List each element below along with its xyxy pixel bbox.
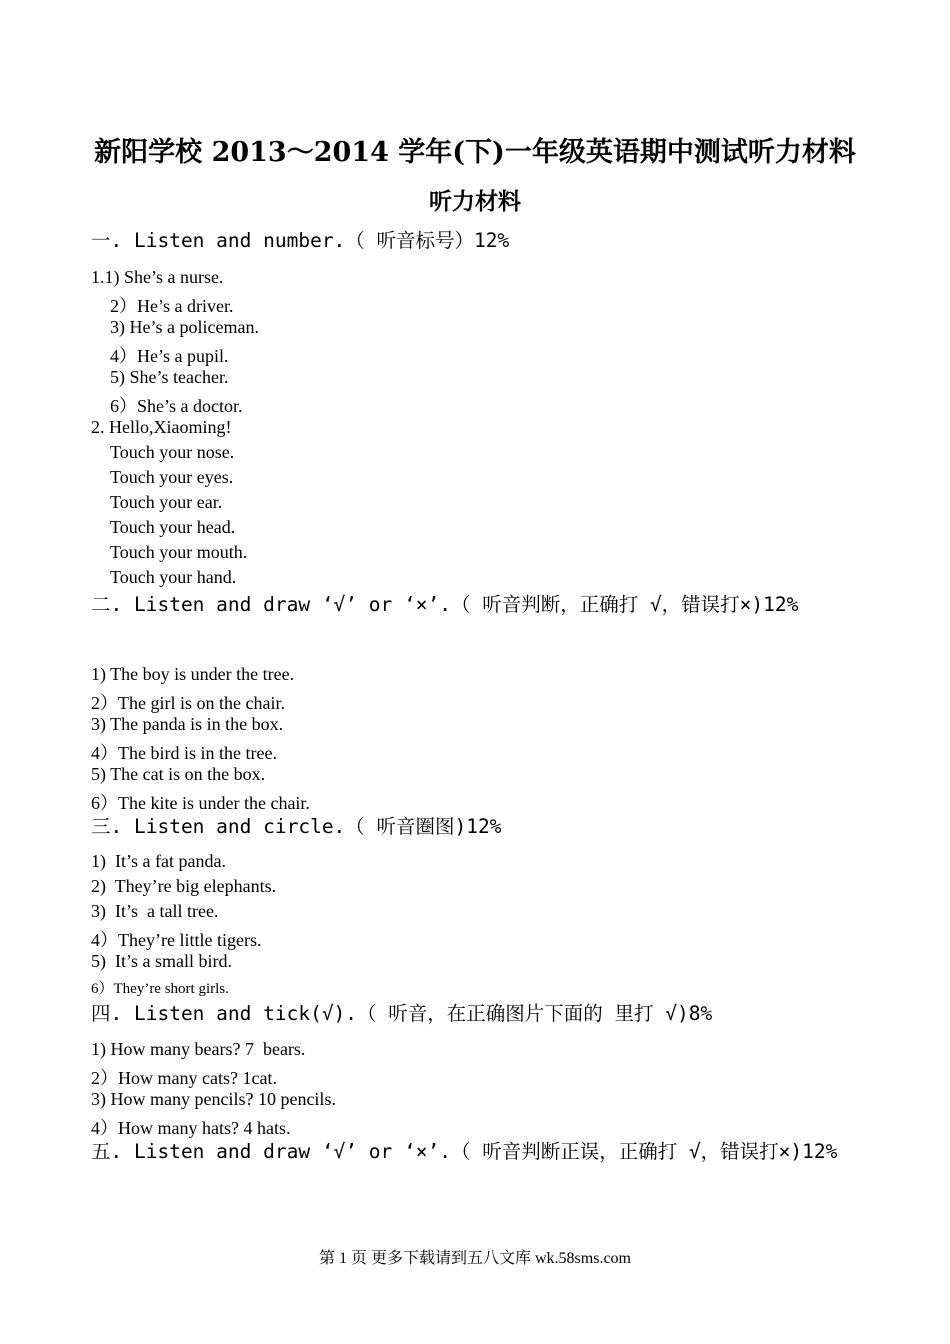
section-1-item: 2）He’s a driver.: [110, 296, 234, 316]
page-footer: 第 1 页 更多下载请到五八文库 wk.58sms.com: [318, 1250, 631, 1267]
section-4-item: 2）How many cats? 1cat.: [91, 1068, 277, 1088]
section-2-item: 6）The kite is under the chair.: [91, 793, 310, 813]
section-3-heading: 三. Listen and circle.（ 听音圈图)12%: [91, 815, 502, 838]
section-5-heading: 五. Listen and draw ‘√’ or ‘×’.（ 听音判断正误，正确打 √，错误打×)12%: [91, 1140, 838, 1163]
document-subtitle: 听力材料: [429, 189, 521, 215]
section-1-item: 4）He’s a pupil.: [110, 346, 229, 366]
section-2-item: 3) The panda is in the box.: [91, 714, 284, 734]
section-3-item: 6）They’re short girls.: [91, 981, 229, 997]
section-1-item: Touch your ear.: [110, 492, 223, 512]
section-4-heading: 四. Listen and tick(√).（ 听音，在正确图片下面的 里打 √)8%: [91, 1002, 713, 1025]
section-1-item: Touch your hand.: [110, 567, 237, 587]
section-4-item: 4）How many hats? 4 hats.: [91, 1118, 291, 1138]
section-1-item: 2. Hello,Xiaoming!: [91, 417, 232, 437]
section-4-item: 1) How many bears? 7 bears.: [91, 1039, 306, 1059]
section-1-heading: 一. Listen and number.（ 听音标号）12%: [91, 229, 510, 252]
section-1-item: 5) She’s teacher.: [110, 367, 229, 387]
section-3-item: 3) It’s a tall tree.: [91, 901, 219, 921]
section-2-item: 1) The boy is under the tree.: [91, 664, 295, 684]
section-1-item: Touch your mouth.: [110, 542, 248, 562]
section-2-item: 5) The cat is on the box.: [91, 764, 266, 784]
section-3-item: 5) It’s a small bird.: [91, 951, 232, 971]
section-3-item: 4）They’re little tigers.: [91, 930, 262, 950]
section-1-item: Touch your eyes.: [110, 467, 234, 487]
section-1-item: 1.1) She’s a nurse.: [91, 267, 224, 287]
section-2-item: 4）The bird is in the tree.: [91, 743, 277, 763]
section-1-item: Touch your nose.: [110, 442, 235, 462]
section-1-item: 6）She’s a doctor.: [110, 396, 243, 416]
document-title: 新阳学校 2013～2014 学年(下)一年级英语期中测试听力材料: [94, 137, 856, 168]
section-3-item: 1) It’s a fat panda.: [91, 851, 226, 871]
section-2-heading: 二. Listen and draw ‘√’ or ‘×’.（ 听音判断，正确打 √，错误打×)12%: [91, 593, 799, 616]
section-3-item: 2) They’re big elephants.: [91, 876, 277, 896]
section-1-item: Touch your head.: [110, 517, 236, 537]
section-4-item: 3) How many pencils? 10 pencils.: [91, 1089, 336, 1109]
section-2-item: 2）The girl is on the chair.: [91, 693, 285, 713]
section-1-item: 3) He’s a policeman.: [110, 317, 259, 337]
